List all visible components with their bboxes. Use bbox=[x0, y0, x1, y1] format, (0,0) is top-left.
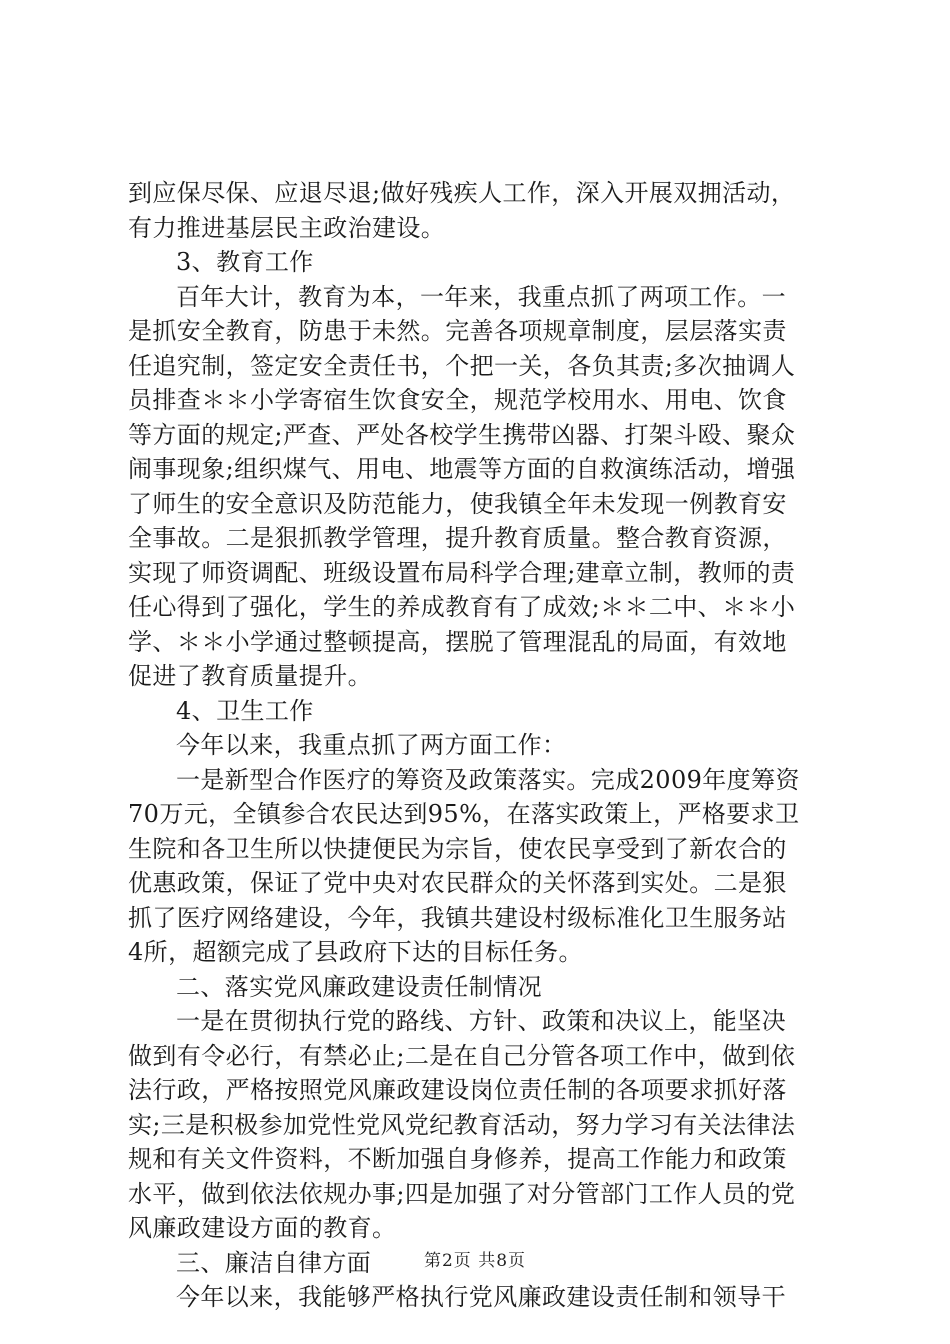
body-line: 一是新型合作医疗的筹资及政策落实。完成2009年度筹资 bbox=[176, 765, 800, 794]
body-line: 一是在贯彻执行党的路线、方针、政策和决议上，能坚决 bbox=[176, 1007, 786, 1035]
body-line: 风廉政建设方面的教育。 bbox=[128, 1214, 397, 1242]
body-line: 全事故。二是狠抓教学管理，提升教育质量。整合教育资源， bbox=[128, 524, 787, 552]
body-line: 抓了医疗网络建设，今年，我镇共建设村级标准化卫生服务站 bbox=[128, 903, 787, 932]
body-line: 员排查＊＊小学寄宿生饮食安全，规范学校用水、用电、饮食 bbox=[128, 386, 787, 414]
body-line: 优惠政策，保证了党中央对农民群众的关怀落到实处。二是狠 bbox=[128, 869, 787, 897]
body-line: 70万元，全镇参合农民达到95%，在落实政策上，严格要求卫 bbox=[128, 800, 800, 828]
body-line: 等方面的规定;严查、严处各校学生携带凶器、打架斗殴、聚众 bbox=[128, 420, 796, 449]
body-line: 做到有令必行，有禁必止;二是在自己分管各项工作中，做到依 bbox=[128, 1041, 796, 1070]
section-heading: 三、廉洁自律方面 bbox=[176, 1248, 372, 1277]
body-line: 百年大计，教育为本，一年来，我重点抓了两项工作。一 bbox=[176, 282, 786, 311]
body-line: 实现了师资调配、班级设置布局科学合理;建章立制，教师的责 bbox=[128, 558, 796, 587]
body-line: 闹事现象;组织煤气、用电、地震等方面的自救演练活动，增强 bbox=[128, 455, 796, 483]
body-line: 实;三是积极参加党性党风党纪教育活动，努力学习有关法律法 bbox=[128, 1110, 796, 1139]
body-line: 有力推进基层民主政治建设。 bbox=[128, 213, 446, 242]
body-line: 今年以来，我重点抓了两方面工作： bbox=[176, 731, 567, 759]
section-heading: 二、落实党风廉政建设责任制情况 bbox=[176, 972, 542, 1001]
body-line: 是抓安全教育，防患于未然。完善各项规章制度，层层落实责 bbox=[128, 317, 787, 345]
body-line: 学、＊＊小学通过整顿提高，摆脱了管理混乱的局面，有效地 bbox=[128, 627, 787, 656]
body-line: 任心得到了强化，学生的养成教育有了成效;＊＊二中、＊＊小 bbox=[128, 593, 796, 621]
body-line: 到应保尽保、应退尽退;做好残疾人工作，深入开展双拥活动， bbox=[128, 179, 796, 207]
body-line: 规和有关文件资料，不断加强自身修养，提高工作能力和政策 bbox=[128, 1145, 787, 1173]
body-line: 促进了教育质量提升。 bbox=[128, 662, 372, 690]
body-line: 今年以来，我能够严格执行党风廉政建设责任制和领导干 bbox=[176, 1283, 786, 1311]
page-footer: 第2页 共8页 bbox=[423, 1251, 527, 1271]
body-line: 生院和各卫生所以快捷便民为宗旨，使农民享受到了新农合的 bbox=[128, 834, 787, 863]
body-line: 水平，做到依法依规办事;四是加强了对分管部门工作人员的党 bbox=[128, 1179, 796, 1208]
section-heading: 4、卫生工作 bbox=[176, 696, 314, 725]
body-line: 法行政，严格按照党风廉政建设岗位责任制的各项要求抓好落 bbox=[128, 1076, 787, 1104]
section-heading: 3、教育工作 bbox=[176, 248, 314, 276]
body-line: 任追究制，签定安全责任书，个把一关，各负其责;多次抽调人 bbox=[128, 351, 796, 380]
body-line: 4所，超额完成了县政府下达的目标任务。 bbox=[128, 938, 583, 966]
document-body bbox=[128, 176, 832, 1315]
body-line: 了师生的安全意识及防范能力，使我镇全年未发现一例教育安 bbox=[128, 489, 787, 518]
